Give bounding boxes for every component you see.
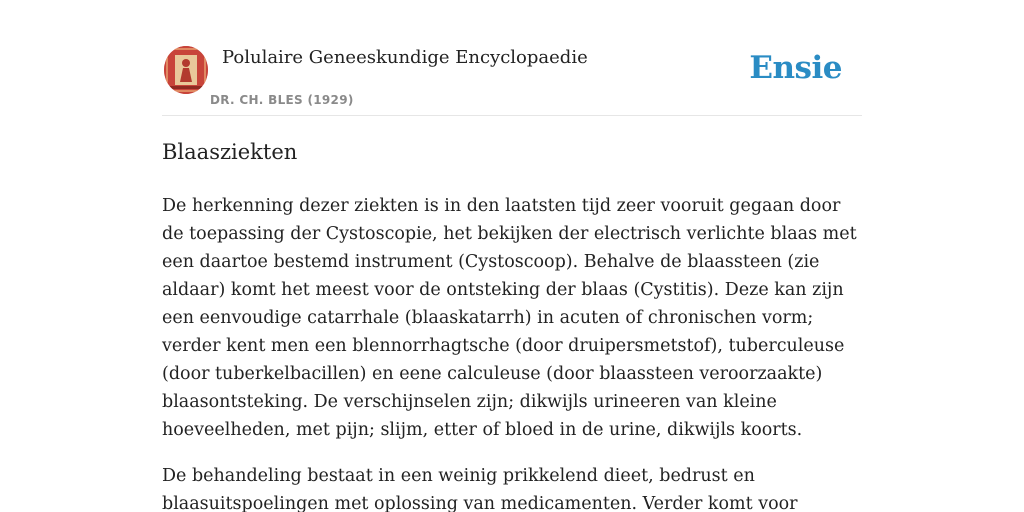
ensie-logo-link[interactable]: Ensie — [749, 50, 842, 86]
book-author: DR. CH. BLES (1929) — [210, 93, 354, 107]
book-header — [162, 40, 862, 116]
article-title: Blaasziekten — [162, 140, 298, 164]
book-title[interactable]: Polulaire Geneeskundige Encyclopaedie — [222, 47, 588, 68]
book-cover-icon[interactable] — [164, 46, 208, 94]
article-body — [162, 192, 862, 512]
article-paragraph-2: De behandeling bestaat in een weinig prikkelend dieet, bedrust en blaasuitspoelingen met oplossing van medicamenten. Verder komt voor — [162, 466, 798, 512]
article-paragraph-1: De herkenning dezer ziekten is in den laatsten tijd zeer vooruit gegaan door de toepassing der Cystoscopie, het bekijken der electrisch verlichte blaas met een daartoe bestemd instrument (Cystoscoop). Behalve de blaassteen (zie aldaar) komt het meest voor de ontsteking der blaas (Cystitis). Deze kan zijn een eenvoudige catarrhale (blaaskatarrh) in acuten of chronischen vorm; verder kent men een blennorrhagtsche (door druipersmetstof), tuberculeuse (door tuberkelbacillen) en eene calculeuse (door blaassteen veroorzaakte) blaasontsteking. De verschijnselen zijn; dikwijls urineeren van kleine hoeveelheden, met pijn; slijm, etter of bloed in de urine, dikwijls koorts. — [162, 196, 857, 440]
book-cover-art — [164, 46, 208, 94]
